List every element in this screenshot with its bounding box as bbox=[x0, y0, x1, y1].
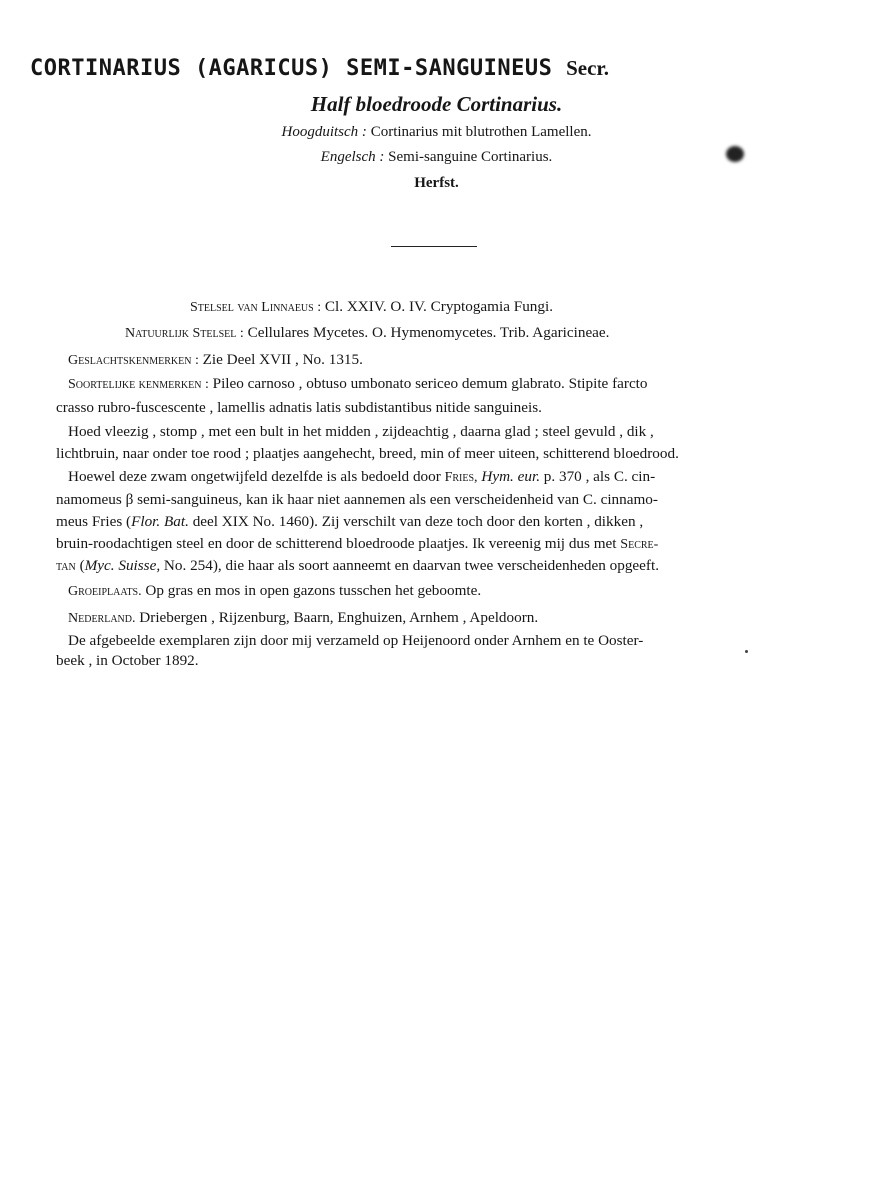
species-author: Secr. bbox=[566, 56, 610, 80]
netherlands-text: Driebergen , Rijzenburg, Baarn, Enghuizen, Arnhem , Apeldoorn. bbox=[139, 609, 539, 626]
note-text-5b: ( bbox=[79, 557, 85, 574]
linnaeus-label: Stelsel van Linnaeus : bbox=[190, 300, 322, 315]
species-characters-line bbox=[68, 373, 648, 396]
netherlands-line bbox=[68, 607, 538, 630]
note-text-4a: bruin-roodachtigen steel en door de schitterend bloedroode plaatjes. Ik vereenig mij dus met bbox=[56, 535, 617, 552]
natural-system-line bbox=[125, 322, 609, 345]
ink-blot bbox=[726, 146, 744, 162]
page-title bbox=[30, 56, 830, 81]
author-secretan-part1: Secre- bbox=[620, 537, 659, 552]
natural-system-label: Natuurlijk Stelsel : bbox=[125, 326, 244, 341]
german-name-line bbox=[0, 124, 873, 141]
genus-line bbox=[68, 349, 363, 372]
speck bbox=[745, 650, 748, 653]
linnaeus-line bbox=[190, 296, 553, 319]
collection-line-2: beek , in October 1892. bbox=[56, 652, 199, 669]
german-label: Hoogduitsch : bbox=[281, 124, 367, 140]
linnaeus-text: Cl. XXIV. O. IV. Cryptogamia Fungi. bbox=[324, 298, 553, 315]
author-secretan-part2: tan bbox=[56, 559, 76, 574]
natural-system-text: Cellulares Mycetes. O. Hymenomycetes. Trib. Agaricineae. bbox=[247, 324, 610, 341]
species-characters-line-2: crasso rubro-fuscescente , lamellis adnatis latis subdistantibus nitide sanguineis. bbox=[56, 399, 542, 416]
genus-text: Zie Deel XVII , No. 1315. bbox=[202, 351, 363, 368]
work-flor-bat: Flor. Bat. bbox=[131, 513, 189, 530]
note-line-1 bbox=[68, 466, 655, 489]
author-fries: Fries, bbox=[444, 470, 478, 485]
season: Herfst. bbox=[414, 175, 459, 191]
work-hym-eur: Hym. eur. bbox=[481, 468, 540, 485]
note-line-4 bbox=[56, 533, 658, 556]
description-line-2: lichtbruin, naar onder toe rood ; plaatjes aangehecht, breed, min of meer uiteen, schitterend bloedrood. bbox=[56, 445, 679, 462]
title-divider bbox=[391, 246, 477, 247]
species-characters-label: Soortelijke kenmerken : bbox=[68, 377, 209, 392]
work-myc-suisse: Myc. Suisse, bbox=[84, 557, 161, 574]
note-line-5 bbox=[56, 555, 659, 578]
english-label: Engelsch : bbox=[320, 149, 385, 165]
description-line-1: Hoed vleezig , stomp , met een bult in het midden , zijdeachtig , daarna glad ; steel gevuld , dik , bbox=[68, 423, 654, 440]
note-text-5d: No. 254), die haar als soort aanneemt en daarvan twee verscheidenheden opgeeft. bbox=[163, 557, 659, 574]
netherlands-label: Nederland. bbox=[68, 611, 136, 626]
note-line-2: namomeus β semi-sanguineus, kan ik haar niet aannemen als een verscheidenheid van C. cinnamo- bbox=[56, 491, 658, 508]
species-characters-text: Pileo carnoso , obtuso umbonato sericeo demum glabrato. Stipite farcto bbox=[212, 375, 648, 392]
note-line-3 bbox=[56, 511, 643, 533]
note-text-3c: deel XIX No. 1460). Zij verschilt van deze toch door den korten , dikken , bbox=[192, 513, 644, 530]
habitat-label: Groeiplaats. bbox=[68, 584, 142, 599]
dutch-common-name: Half bloedroode Cortinarius. bbox=[310, 92, 563, 116]
habitat-text: Op gras en mos in open gazons tusschen het geboomte. bbox=[145, 582, 482, 599]
english-name: Semi-sanguine Cortinarius. bbox=[388, 149, 553, 165]
collection-line-1: De afgebeelde exemplaren zijn door mij verzameld op Heijenoord onder Arnhem en te Ooster- bbox=[68, 632, 644, 649]
note-text-1a: Hoewel deze zwam ongetwijfeld dezelfde is als bedoeld door bbox=[68, 468, 441, 485]
german-name: Cortinarius mit blutrothen Lamellen. bbox=[370, 124, 592, 140]
genus-label: Geslachtskenmerken : bbox=[68, 353, 199, 368]
species-name: CORTINARIUS (AGARICUS) SEMI-SANGUINEUS bbox=[30, 56, 553, 81]
note-text-1c: p. 370 , als C. cin- bbox=[543, 468, 656, 485]
note-text-3a: meus Fries ( bbox=[56, 513, 132, 530]
habitat-line bbox=[68, 580, 481, 603]
